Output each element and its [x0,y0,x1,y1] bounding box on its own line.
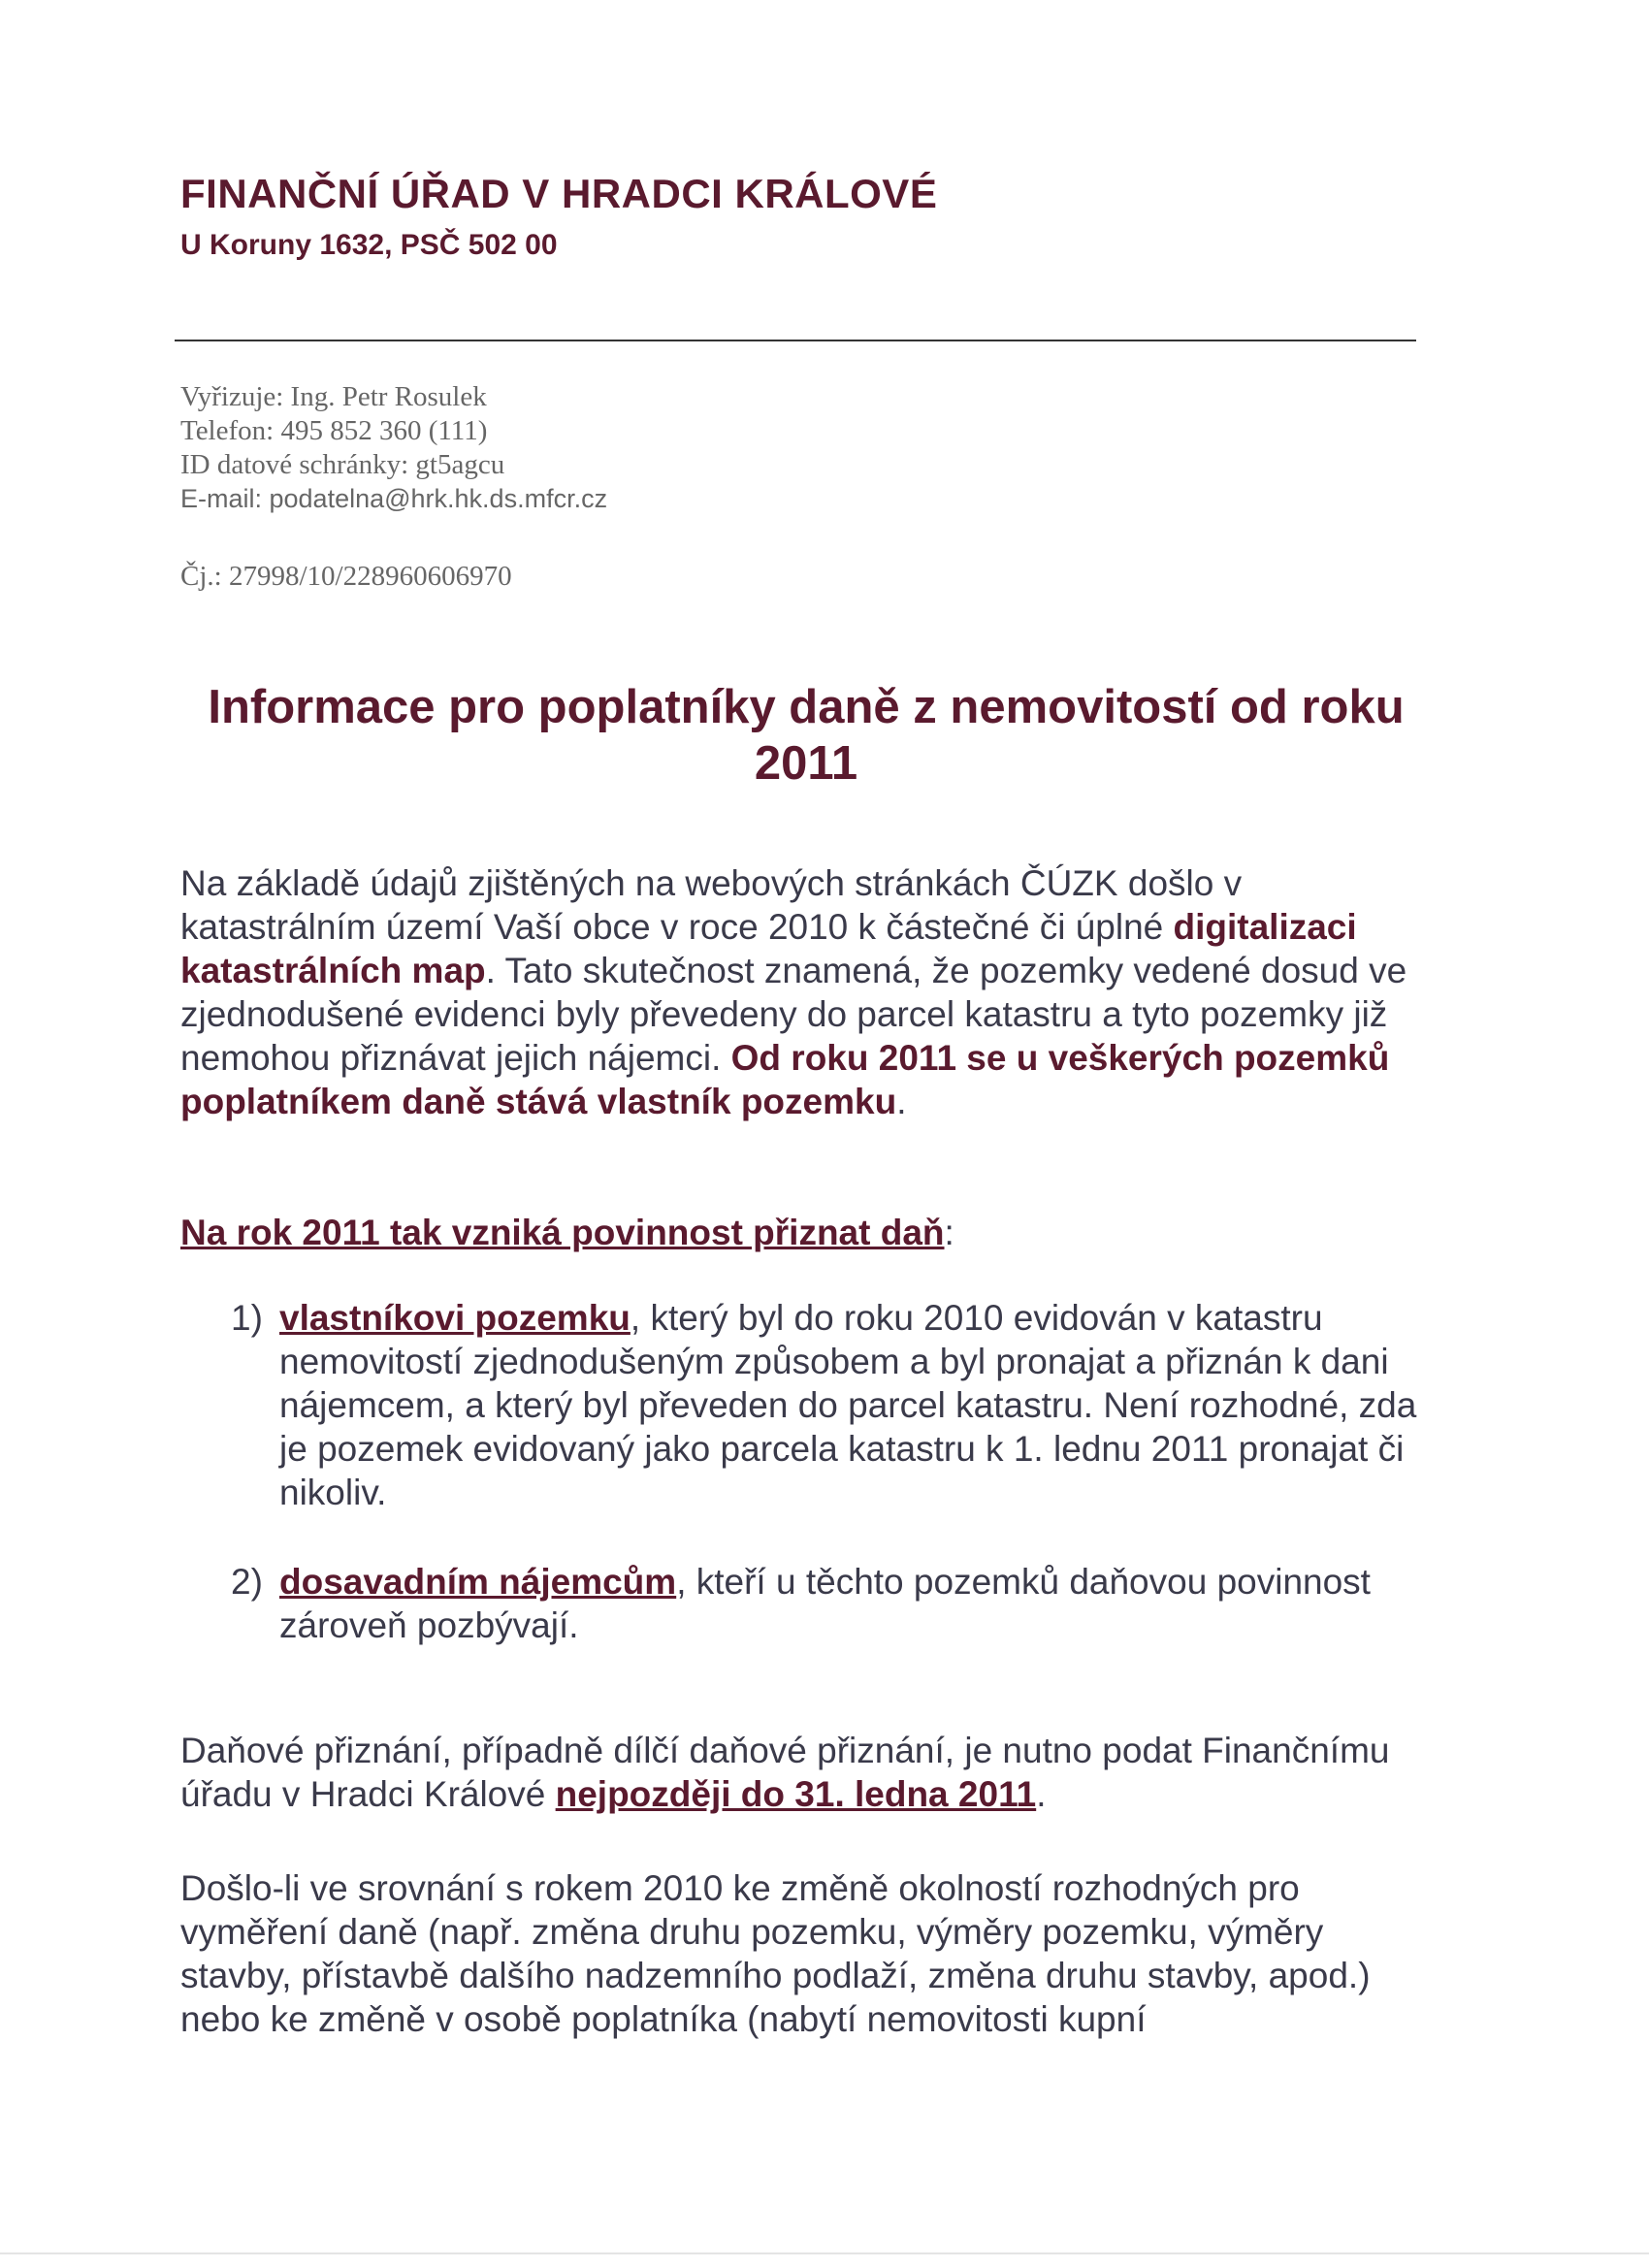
office-name: FINANČNÍ ÚŘAD V HRADCI KRÁLOVÉ [180,171,938,216]
paragraph-digitalization [180,861,1432,1123]
obligation-heading: Na rok 2011 tak vzniká povinnost přiznat daň [180,1213,945,1252]
list-item-underlined: dosavadním nájemcům [279,1562,677,1602]
deadline-date: nejpozději do 31. ledna 2011 [555,1774,1037,1814]
paragraph-deadline [180,1729,1432,1816]
para1-text-3: . [896,1082,907,1121]
phone: Telefon: 495 852 360 (111) [180,415,488,446]
reference-number: Čj.: 27998/10/228960606970 [180,561,512,592]
para1-text-1: Na základě údajů zjištěných na webových stránkách ČÚZK došlo v katastrálním území Vaší obce v roce 2010 k částečné či úplné [180,863,1243,947]
paragraph-obligation-heading [180,1211,1432,1254]
document-title: Informace pro poplatníky daně z nemovitostí od roku 2011 [208,681,1405,790]
list-item-number: 1) [231,1298,263,1338]
data-box-id: ID datové schránky: gt5agcu [180,449,505,480]
para3-text-1: Daňové přiznání, případně dílčí daňové přiznání, je nutno podat Finančnímu úřadu v Hradci Králové [180,1731,1390,1814]
list-item-body: , kteří u těchto pozemků daňovou povinnost zároveň pozbývají. [279,1562,1371,1645]
office-address: U Koruny 1632, PSČ 502 00 [180,229,558,261]
list-item-number: 2) [231,1562,263,1602]
para3-text-2: . [1036,1774,1047,1814]
para1-bold-2: Od roku 2011 se u veškerých pozemků poplatníkem daně stává vlastník pozemku [180,1038,1390,1121]
contact-block [180,380,607,516]
email: E-mail: podatelna@hrk.hk.ds.mfcr.cz [180,484,608,513]
handled-by: Vyřizuje: Ing. Petr Rosulek [180,381,487,412]
para1-text-2: . Tato skutečnost znamená, že pozemky vedené dosud ve zjednodušené evidenci byly převedeny do parcel katastru a tyto pozemky již nemohou přiznávat jejich nájemci. [180,951,1407,1078]
paragraph-changes: Došlo-li ve srovnání s rokem 2010 ke změně okolností rozhodných pro vyměření daně (např. změna druhu pozemku, výměry pozemku, výměry stavby, přístavbě dalšího nadzemního podlaží, změna druhu stavby, apod.) nebo ke změně v osobě poplatníka (nabytí nemovitosti kupní [180,1868,1371,2039]
obligation-colon: : [944,1213,954,1252]
list-item-text [279,1296,1424,1514]
header-divider [175,340,1416,341]
list-item-body: , který byl do roku 2010 evidován v katastru nemovitostí zjednodušeným způsobem a byl pronajat a přiznán k dani nájemcem, a který byl převeden do parcel katastru. Není rozhodné, zda je pozemek evidovaný jako parcela katastru k 1. lednu 2011 pronajat či nikoliv. [279,1298,1417,1512]
para1-bold-1: digitalizaci katastrálních map [180,907,1357,990]
scan-edge-line [0,2252,1649,2254]
list-item-text [279,1560,1424,1647]
list-item-underlined: vlastníkovi pozemku [279,1298,630,1338]
